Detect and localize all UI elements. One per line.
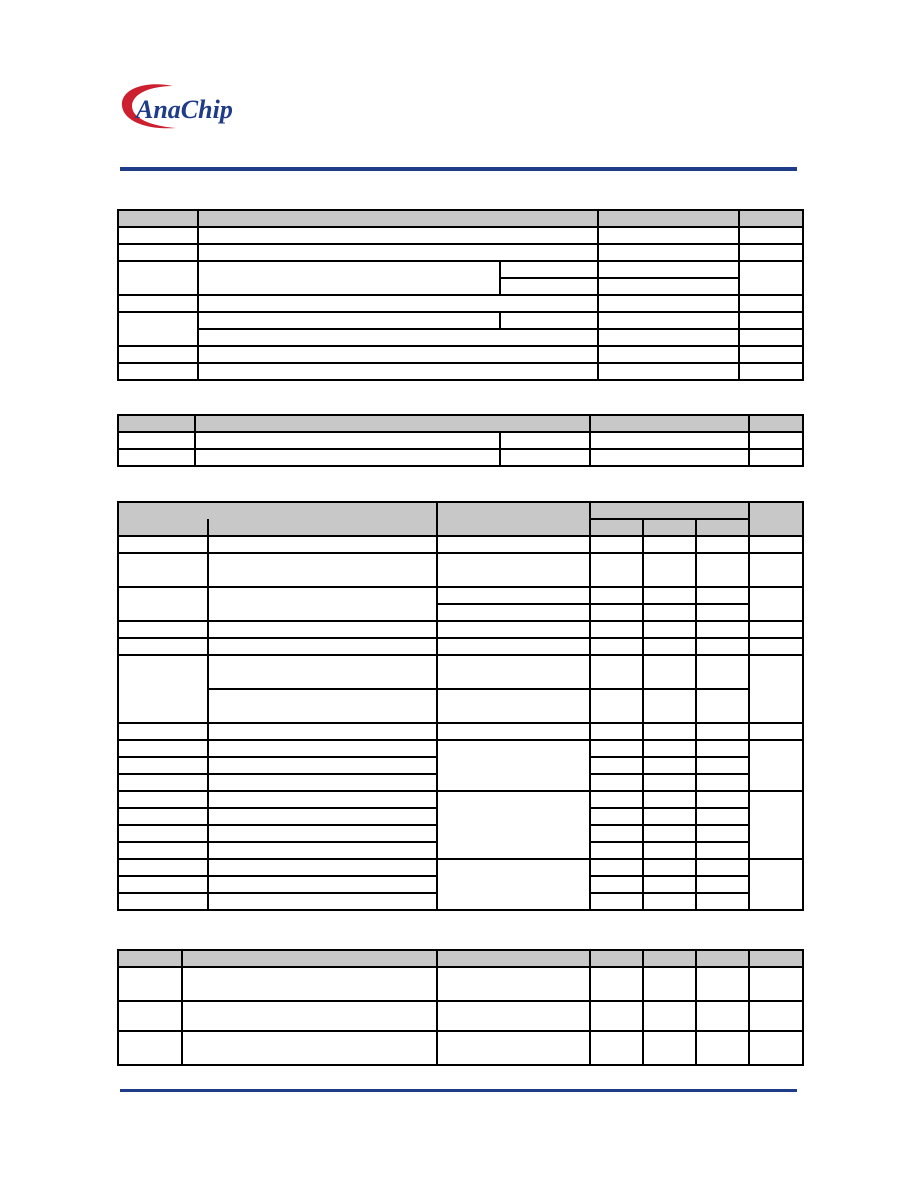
spec-table-3 — [117, 501, 804, 911]
anachip-logo-mark — [118, 78, 268, 136]
footer-rule — [120, 1089, 797, 1092]
spec-table-1 — [117, 209, 804, 381]
header-rule — [120, 167, 797, 171]
spec-table-4 — [117, 949, 804, 1066]
svg-text:AnaChip: AnaChip — [136, 95, 233, 124]
anachip-logo — [118, 78, 268, 136]
spec-table-2 — [117, 414, 804, 467]
